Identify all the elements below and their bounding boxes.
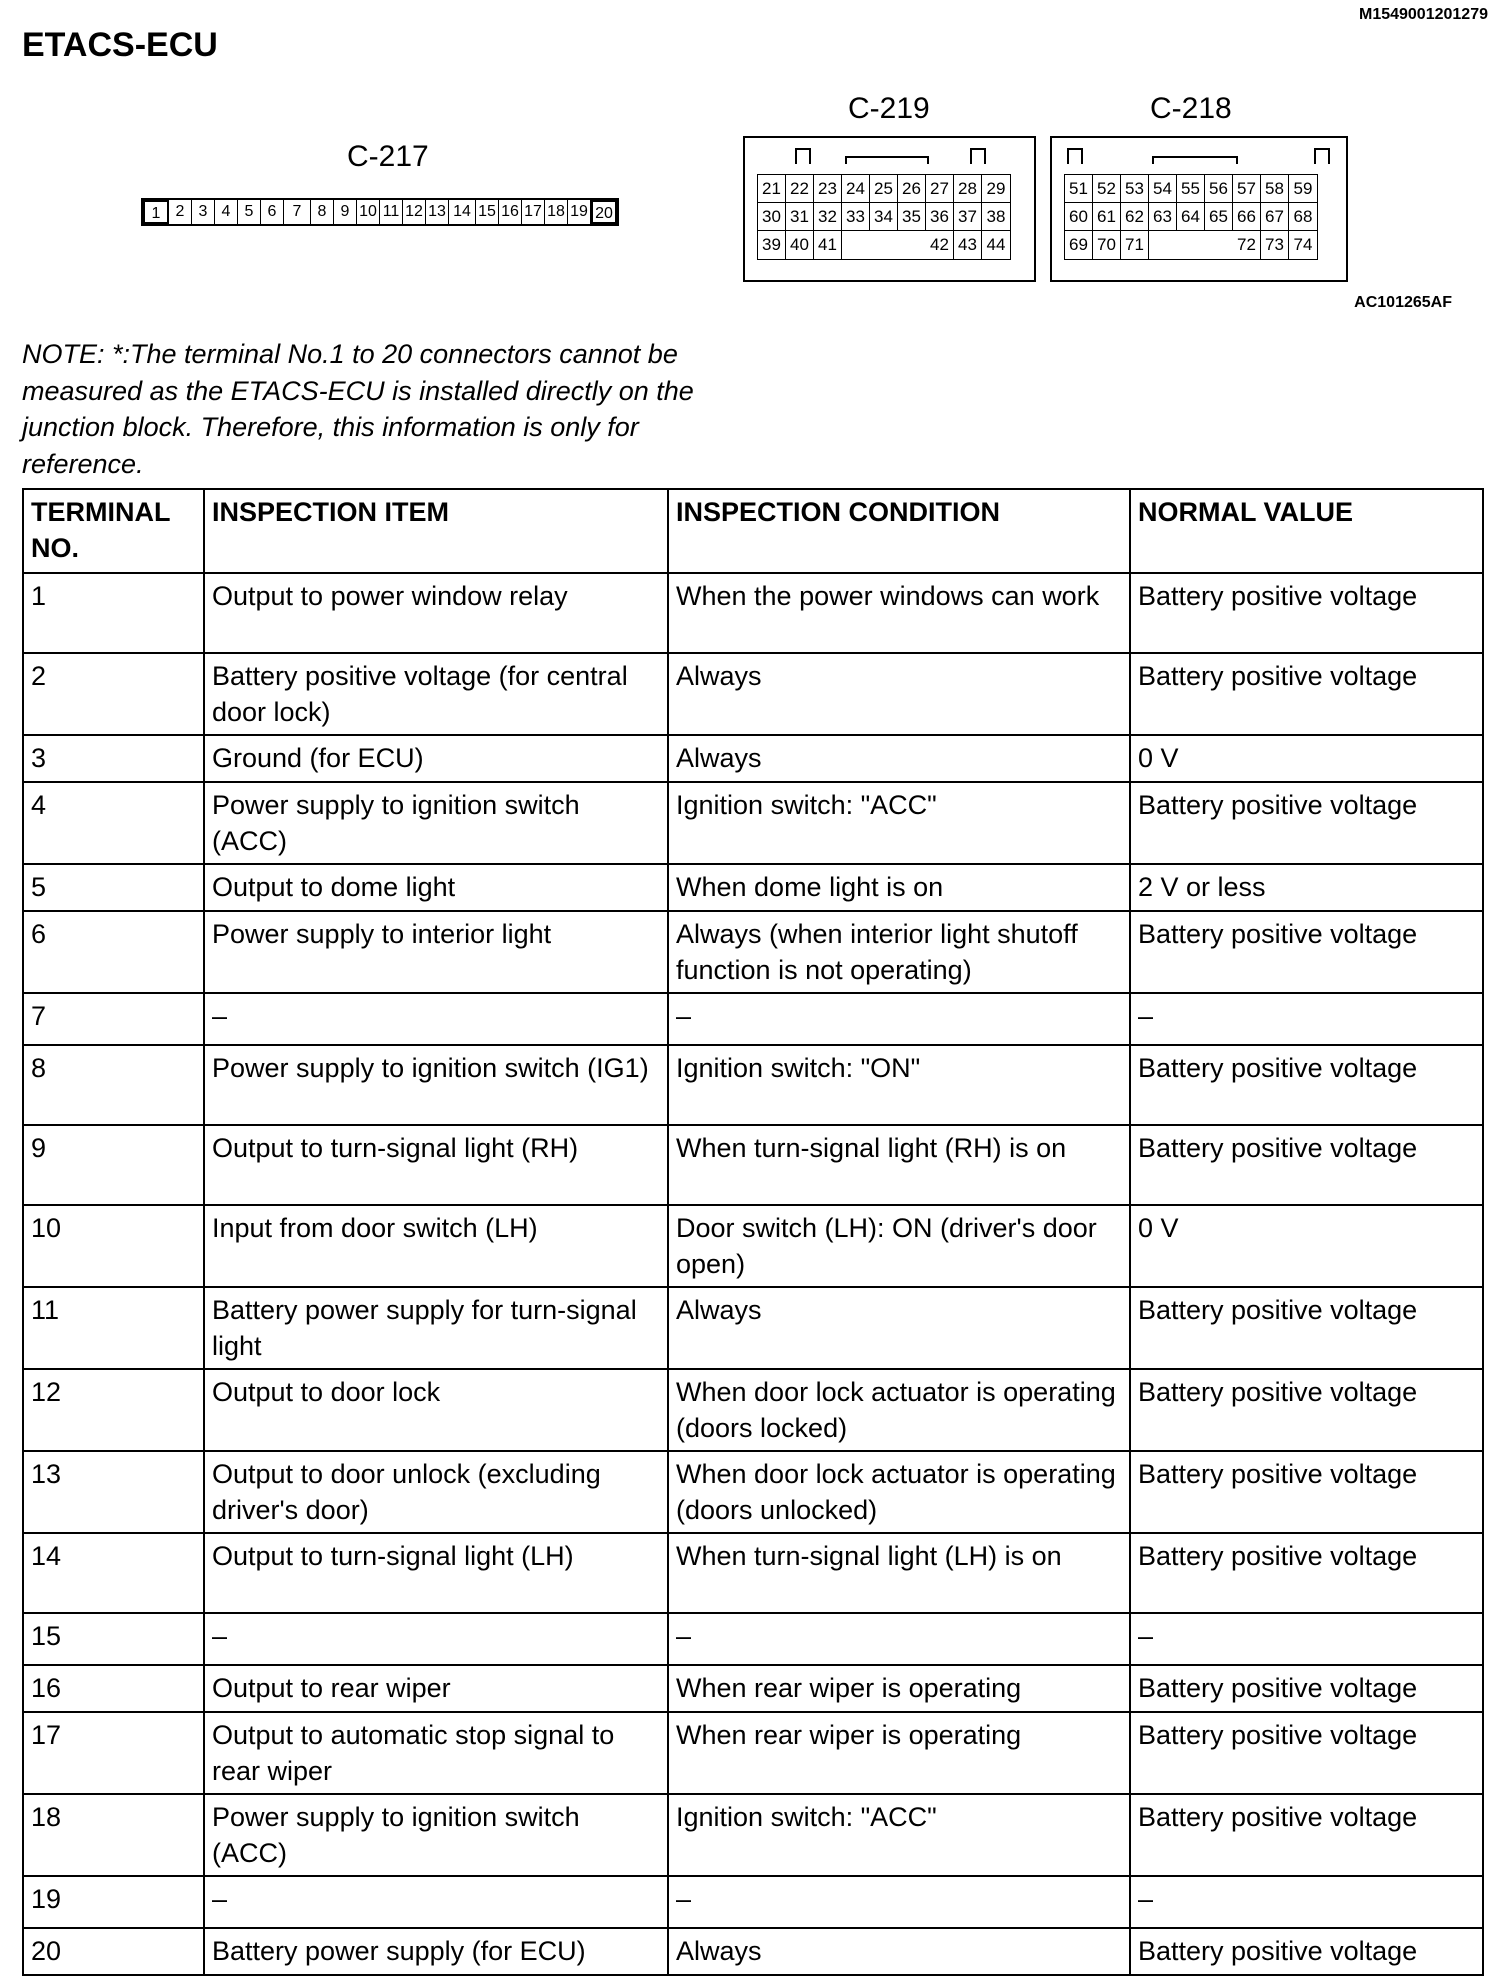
cell-normal-value: Battery positive voltage bbox=[1130, 1125, 1483, 1205]
c217-pin: 20 bbox=[591, 200, 617, 224]
c219-pin: 39 bbox=[758, 231, 786, 259]
c217-pin: 19 bbox=[568, 200, 591, 224]
cell-normal-value: – bbox=[1130, 1876, 1483, 1928]
header-normal-value: NORMAL VALUE bbox=[1130, 489, 1483, 573]
cell-inspection-item: Power supply to ignition switch (ACC) bbox=[204, 782, 668, 864]
cell-inspection-condition: Always bbox=[668, 653, 1130, 735]
cell-terminal-no: 11 bbox=[23, 1287, 204, 1369]
c219-pin: 21 bbox=[758, 175, 786, 203]
cell-inspection-item: Battery positive voltage (for central door lock) bbox=[204, 653, 668, 735]
c218-pin bbox=[1177, 231, 1205, 259]
cell-inspection-condition: Always bbox=[668, 1928, 1130, 1975]
cell-inspection-item: Output to turn-signal light (RH) bbox=[204, 1125, 668, 1205]
c219-pin bbox=[898, 231, 926, 259]
cell-inspection-condition: When the power windows can work bbox=[668, 573, 1130, 653]
cell-terminal-no: 3 bbox=[23, 735, 204, 782]
terminal-table bbox=[22, 488, 1484, 1976]
table-row bbox=[23, 1369, 1483, 1451]
cell-inspection-item: Output to dome light bbox=[204, 864, 668, 911]
c218-pin: 67 bbox=[1261, 203, 1289, 231]
c218-pin: 55 bbox=[1177, 175, 1205, 203]
c218-pin: 72 bbox=[1233, 231, 1261, 259]
figure-code: AC101265AF bbox=[1354, 294, 1452, 311]
note-text: NOTE: *:The terminal No.1 to 20 connectors cannot be measured as the ETACS-ECU is installed directly on the junction block. Therefore, this information is only for reference. bbox=[22, 339, 694, 479]
c217-pin: 7 bbox=[284, 200, 311, 224]
cell-inspection-item: Battery power supply (for ECU) bbox=[204, 1928, 668, 1975]
c218-pin: 71 bbox=[1121, 231, 1149, 259]
c219-pin: 41 bbox=[814, 231, 842, 259]
cell-normal-value: Battery positive voltage bbox=[1130, 1928, 1483, 1975]
cell-inspection-item: Output to door unlock (excluding driver's door) bbox=[204, 1451, 668, 1533]
table-row bbox=[23, 1533, 1483, 1613]
cell-inspection-condition: When turn-signal light (LH) is on bbox=[668, 1533, 1130, 1613]
cell-terminal-no: 20 bbox=[23, 1928, 204, 1975]
c219-pin: 43 bbox=[954, 231, 982, 259]
table-row bbox=[23, 864, 1483, 911]
c218-pin: 58 bbox=[1261, 175, 1289, 203]
table-row bbox=[23, 1712, 1483, 1794]
c219-pin: 40 bbox=[786, 231, 814, 259]
c219-pin: 35 bbox=[898, 203, 926, 231]
cell-normal-value: Battery positive voltage bbox=[1130, 1533, 1483, 1613]
c219-pin: 26 bbox=[898, 175, 926, 203]
header-inspection-condition: INSPECTION CONDITION bbox=[668, 489, 1130, 573]
c218-pin: 53 bbox=[1121, 175, 1149, 203]
c217-pin: 3 bbox=[192, 200, 215, 224]
cell-terminal-no: 8 bbox=[23, 1045, 204, 1125]
c218-pin: 54 bbox=[1149, 175, 1177, 203]
c218-pin: 64 bbox=[1177, 203, 1205, 231]
cell-inspection-condition: – bbox=[668, 993, 1130, 1045]
c217-pin: 6 bbox=[261, 200, 284, 224]
table-row bbox=[23, 1451, 1483, 1533]
cell-terminal-no: 14 bbox=[23, 1533, 204, 1613]
cell-normal-value: Battery positive voltage bbox=[1130, 911, 1483, 993]
cell-inspection-condition: When rear wiper is operating bbox=[668, 1712, 1130, 1794]
c217-pin: 17 bbox=[522, 200, 545, 224]
c218-pin bbox=[1149, 231, 1177, 259]
table-row bbox=[23, 1287, 1483, 1369]
c219-pin: 32 bbox=[814, 203, 842, 231]
c219-pin: 33 bbox=[842, 203, 870, 231]
c219-pin: 23 bbox=[814, 175, 842, 203]
c217-pin: 8 bbox=[311, 200, 334, 224]
c217-pin: 14 bbox=[449, 200, 476, 224]
cell-normal-value: Battery positive voltage bbox=[1130, 1369, 1483, 1451]
cell-normal-value: Battery positive voltage bbox=[1130, 1794, 1483, 1876]
c219-pin: 31 bbox=[786, 203, 814, 231]
cell-inspection-item: Output to automatic stop signal to rear wiper bbox=[204, 1712, 668, 1794]
cell-normal-value: 2 V or less bbox=[1130, 864, 1483, 911]
c219-pin: 25 bbox=[870, 175, 898, 203]
cell-inspection-condition: When door lock actuator is operating (doors unlocked) bbox=[668, 1451, 1130, 1533]
c219-pin: 28 bbox=[954, 175, 982, 203]
c217-pin: 1 bbox=[143, 200, 169, 224]
cell-normal-value: Battery positive voltage bbox=[1130, 1045, 1483, 1125]
c219-pin: 22 bbox=[786, 175, 814, 203]
c219-pin bbox=[870, 231, 898, 259]
c219-pin: 42 bbox=[926, 231, 954, 259]
cell-inspection-item: Power supply to interior light bbox=[204, 911, 668, 993]
cell-inspection-condition: Always bbox=[668, 1287, 1130, 1369]
cell-inspection-item: Output to turn-signal light (LH) bbox=[204, 1533, 668, 1613]
c218-pin: 59 bbox=[1289, 175, 1317, 203]
table-row bbox=[23, 1613, 1483, 1665]
cell-inspection-condition: When turn-signal light (RH) is on bbox=[668, 1125, 1130, 1205]
cell-terminal-no: 7 bbox=[23, 993, 204, 1045]
cell-normal-value: – bbox=[1130, 1613, 1483, 1665]
cell-normal-value: Battery positive voltage bbox=[1130, 1712, 1483, 1794]
cell-normal-value: 0 V bbox=[1130, 735, 1483, 782]
connector-c219 bbox=[743, 136, 1036, 282]
cell-inspection-item: Output to door lock bbox=[204, 1369, 668, 1451]
c217-pin: 9 bbox=[334, 200, 357, 224]
table-header-row bbox=[23, 489, 1483, 573]
c217-pin: 5 bbox=[238, 200, 261, 224]
table-row bbox=[23, 1665, 1483, 1712]
c218-pin: 61 bbox=[1093, 203, 1121, 231]
cell-inspection-item: Ground (for ECU) bbox=[204, 735, 668, 782]
c218-pin: 52 bbox=[1093, 175, 1121, 203]
table-row bbox=[23, 993, 1483, 1045]
cell-inspection-condition: Ignition switch: "ACC" bbox=[668, 782, 1130, 864]
table-row bbox=[23, 1928, 1483, 1975]
connector-c217-label: C-217 bbox=[347, 140, 429, 173]
cell-inspection-item: Power supply to ignition switch (IG1) bbox=[204, 1045, 668, 1125]
cell-terminal-no: 16 bbox=[23, 1665, 204, 1712]
cell-inspection-condition: Ignition switch: "ACC" bbox=[668, 1794, 1130, 1876]
c218-pin: 74 bbox=[1293, 235, 1313, 254]
cell-inspection-condition: – bbox=[668, 1613, 1130, 1665]
c217-pin: 13 bbox=[426, 200, 449, 224]
connector-c217 bbox=[141, 198, 619, 226]
c217-pin: 4 bbox=[215, 200, 238, 224]
cell-normal-value: Battery positive voltage bbox=[1130, 1665, 1483, 1712]
cell-terminal-no: 2 bbox=[23, 653, 204, 735]
c218-pin: 60 bbox=[1065, 203, 1093, 231]
c218-pin: 70 bbox=[1093, 231, 1121, 259]
cell-terminal-no: 9 bbox=[23, 1125, 204, 1205]
cell-inspection-item: – bbox=[204, 1876, 668, 1928]
cell-inspection-item: Output to power window relay bbox=[204, 573, 668, 653]
cell-normal-value: Battery positive voltage bbox=[1130, 1451, 1483, 1533]
c218-pin: 62 bbox=[1121, 203, 1149, 231]
cell-terminal-no: 19 bbox=[23, 1876, 204, 1928]
cell-terminal-no: 4 bbox=[23, 782, 204, 864]
table-row bbox=[23, 1045, 1483, 1125]
cell-terminal-no: 17 bbox=[23, 1712, 204, 1794]
table-row bbox=[23, 1794, 1483, 1876]
c219-pin: 37 bbox=[954, 203, 982, 231]
cell-terminal-no: 18 bbox=[23, 1794, 204, 1876]
table-row bbox=[23, 1125, 1483, 1205]
cell-inspection-item: – bbox=[204, 993, 668, 1045]
cell-inspection-condition: – bbox=[668, 1876, 1130, 1928]
table-row bbox=[23, 735, 1483, 782]
header-terminal-no: TERMINAL NO. bbox=[23, 489, 204, 573]
c219-pin bbox=[842, 231, 870, 259]
cell-inspection-item: Input from door switch (LH) bbox=[204, 1205, 668, 1287]
cell-terminal-no: 10 bbox=[23, 1205, 204, 1287]
page-title: ETACS-ECU bbox=[22, 26, 218, 64]
cell-inspection-condition: Always (when interior light shutoff function is not operating) bbox=[668, 911, 1130, 993]
c218-pin: 66 bbox=[1233, 203, 1261, 231]
c218-pin: 73 bbox=[1261, 231, 1289, 259]
cell-terminal-no: 1 bbox=[23, 573, 204, 653]
cell-terminal-no: 6 bbox=[23, 911, 204, 993]
cell-normal-value: Battery positive voltage bbox=[1130, 782, 1483, 864]
cell-inspection-condition: Always bbox=[668, 735, 1130, 782]
cell-normal-value: Battery positive voltage bbox=[1130, 1287, 1483, 1369]
connector-c218 bbox=[1050, 136, 1348, 282]
cell-normal-value: 0 V bbox=[1130, 1205, 1483, 1287]
cell-terminal-no: 15 bbox=[23, 1613, 204, 1665]
table-row bbox=[23, 782, 1483, 864]
table-row bbox=[23, 573, 1483, 653]
c218-pin: 57 bbox=[1233, 175, 1261, 203]
c218-pin: 65 bbox=[1205, 203, 1233, 231]
cell-inspection-condition: When rear wiper is operating bbox=[668, 1665, 1130, 1712]
cell-inspection-item: – bbox=[204, 1613, 668, 1665]
connector-c219-label: C-219 bbox=[848, 92, 930, 125]
cell-inspection-item: Battery power supply for turn-signal light bbox=[204, 1287, 668, 1369]
table-row bbox=[23, 1205, 1483, 1287]
c219-pin: 27 bbox=[926, 175, 954, 203]
cell-terminal-no: 12 bbox=[23, 1369, 204, 1451]
c218-pin: 68 bbox=[1289, 203, 1317, 231]
cell-inspection-condition: Ignition switch: "ON" bbox=[668, 1045, 1130, 1125]
cell-normal-value: Battery positive voltage bbox=[1130, 653, 1483, 735]
c218-pin: 69 bbox=[1065, 231, 1093, 259]
table-row bbox=[23, 1876, 1483, 1928]
c217-pin: 11 bbox=[380, 200, 403, 224]
cell-inspection-item: Power supply to ignition switch (ACC) bbox=[204, 1794, 668, 1876]
c219-pin: 30 bbox=[758, 203, 786, 231]
c219-pin: 29 bbox=[982, 175, 1010, 203]
c218-pin: 51 bbox=[1065, 175, 1093, 203]
cell-inspection-condition: When dome light is on bbox=[668, 864, 1130, 911]
c217-pin: 15 bbox=[476, 200, 499, 224]
cell-terminal-no: 13 bbox=[23, 1451, 204, 1533]
table-row bbox=[23, 911, 1483, 993]
cell-inspection-condition: When door lock actuator is operating (doors locked) bbox=[668, 1369, 1130, 1451]
c217-pin: 10 bbox=[357, 200, 380, 224]
c218-pin: 56 bbox=[1205, 175, 1233, 203]
c217-pin: 12 bbox=[403, 200, 426, 224]
connector-c218-label: C-218 bbox=[1150, 92, 1232, 125]
c219-pin: 34 bbox=[870, 203, 898, 231]
cell-normal-value: – bbox=[1130, 993, 1483, 1045]
doc-code: M1549001201279 bbox=[1358, 6, 1488, 23]
c219-pin: 36 bbox=[926, 203, 954, 231]
c219-pin: 38 bbox=[982, 203, 1010, 231]
c218-pin: 63 bbox=[1149, 203, 1177, 231]
c219-pin: 44 bbox=[986, 235, 1006, 254]
c218-pin bbox=[1205, 231, 1233, 259]
c219-pin: 24 bbox=[842, 175, 870, 203]
c217-pin: 18 bbox=[545, 200, 568, 224]
c217-pin: 2 bbox=[169, 200, 192, 224]
cell-normal-value: Battery positive voltage bbox=[1130, 573, 1483, 653]
cell-inspection-item: Output to rear wiper bbox=[204, 1665, 668, 1712]
c217-pin: 16 bbox=[499, 200, 522, 224]
cell-terminal-no: 5 bbox=[23, 864, 204, 911]
header-inspection-item: INSPECTION ITEM bbox=[204, 489, 668, 573]
cell-inspection-condition: Door switch (LH): ON (driver's door open) bbox=[668, 1205, 1130, 1287]
table-row bbox=[23, 653, 1483, 735]
